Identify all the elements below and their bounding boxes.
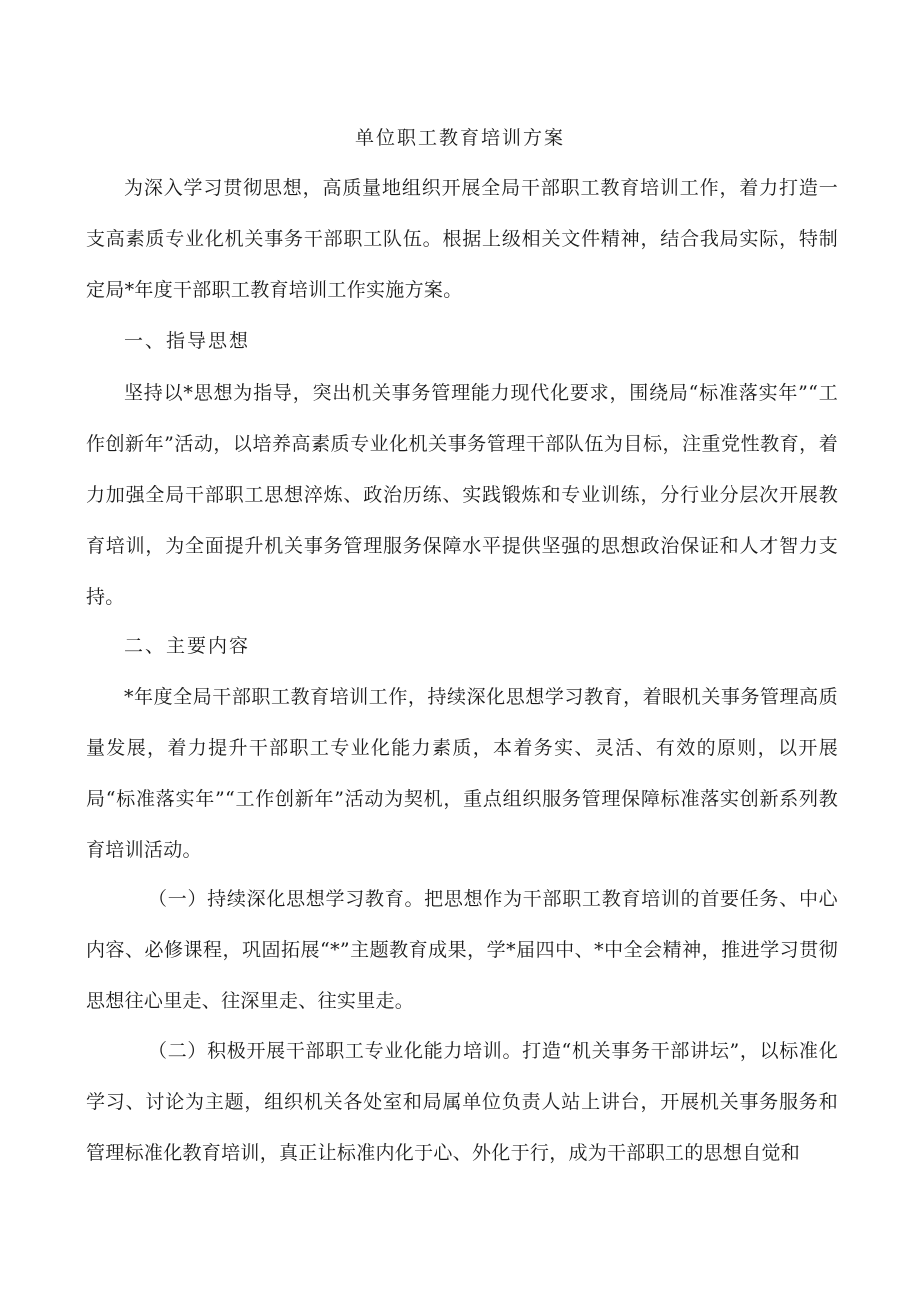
section1-heading: 一、指导思想 (124, 330, 251, 352)
document-title: 单位职工教育培训方案 (354, 127, 565, 149)
section2-body: *年度全局干部职工教育培训工作，持续深化思想学习教育，着眼机关事务管理高质量发展，着力提升干部职工专业化能力素质，本着务实、灵活、有效的原则，以开展局“标准落实年”“工作创新年”活动为契机，重点组织服务管理保障标准落实创新系列教育培训活动。 (86, 686, 838, 861)
section1-body: 坚持以*思想为指导，突出机关事务管理能力现代化要求，围绕局“标准落实年”“工作创新年”活动，以培养高素质专业化机关事务管理干部队伍为目标，注重党性教育，着力加强全局干部职工思想淬炼、政治历练、实践锻炼和专业训练，分行业分层次开展教育培训，为全面提升机关事务管理服务保障水平提供坚强的思想政治保证和人才智力支持。 (86, 382, 838, 608)
section2-heading: 二、主要内容 (124, 635, 251, 657)
intro-paragraph: 为深入学习贯彻思想，高质量地组织开展全局干部职工教育培训工作，着力打造一支高素质专业化机关事务干部职工队伍。根据上级相关文件精神，结合我局实际，特制定局*年度干部职工教育培训工作实施方案。 (86, 177, 838, 301)
item2-paragraph: （二）积极开展干部职工专业化能力培训。打造“机关事务干部讲坛”，以标准化学习、讨论为主题，组织机关各处室和局属单位负责人站上讲台，开展机关事务服务和管理标准化教育培训，真正让标准内化于心、外化于行，成为干部职工的思想自觉和 (86, 1040, 838, 1164)
item1-paragraph: （一）持续深化思想学习教育。把思想作为干部职工教育培训的首要任务、中心内容、必修课程，巩固拓展“*”主题教育成果，学*届四中、*中全会精神，推进学习贯彻思想往心里走、往深里走、往实里走。 (86, 888, 838, 1012)
